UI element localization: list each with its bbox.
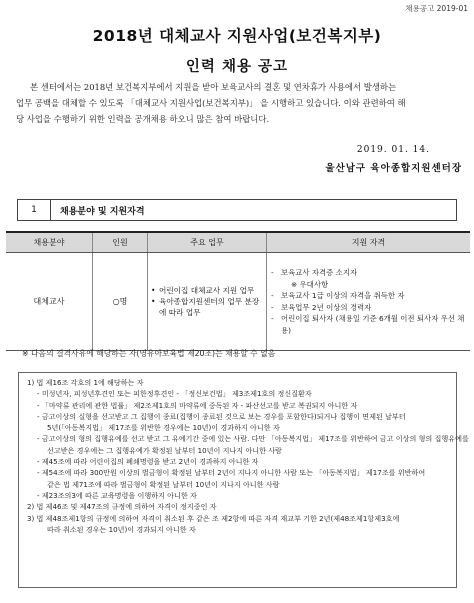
- page-title: 2018년 대체교사 지원사업(보건복지부): [92, 27, 382, 45]
- disqualification-box: [18, 372, 469, 588]
- disqualification-line: - 제45조에 따라 어린이집의 폐쇄명령을 받고 2년이 경과하지 아니한 자: [37, 457, 259, 467]
- header-count: 인원: [93, 232, 148, 253]
- qualification-note: ※ 우대사항: [291, 279, 329, 289]
- qualification-item: - 보육교사 1급 이상의 자격을 취득한 자: [271, 291, 405, 300]
- disqualification-note: ※ 다음의 결격사유에 해당하는 자(영유아보육법 제20조)는 채용할 수 없음: [22, 349, 276, 358]
- intro-line: 본 센터에서는 2018년 보건복지부에서 지원을 받아 보육교사의 결혼 및 연차휴가 사용에서 발생하는: [30, 82, 397, 92]
- duty-item: • 육아종합지원센터의 업무 분장에 따라 업무: [151, 297, 260, 317]
- disqualification-line: 같은 법 제71조에 따라 벌금형이 확정된 날부터 10년이 지나지 아니한 사람: [47, 479, 280, 489]
- bullet-icon: •: [151, 297, 156, 306]
- header-duties: 주요 업무: [148, 232, 267, 253]
- qualification-item: - 보육교사 자격증 소지자: [271, 268, 358, 277]
- section-number: 1: [18, 200, 51, 220]
- page-subtitle: 인력 채용 공고: [185, 59, 289, 75]
- intro-paragraph: [16, 79, 460, 127]
- disqualification-line: - 미성년자, 피성년후견인 또는 피한정후견인 - 「정신보건법」 제3조제1호의 정신질환자: [37, 389, 312, 399]
- section-header: [17, 199, 457, 221]
- bullet-icon: •: [151, 286, 156, 295]
- duties-cell: [148, 253, 267, 351]
- disqualification-line: - 제23조의3에 따른 교육명령을 이행하지 아니한 자: [37, 490, 197, 500]
- disqualification-line: - 금고이상의 형의 집행유예를 선고 받고 그 유예기간 중에 있는 사람. 다만 「아동복지법」 제17조를 위반하여 금고 이상의 형의 집행유예를: [37, 434, 469, 444]
- count-cell: ○명: [93, 253, 148, 351]
- header-qualifications: 지원 자격: [267, 232, 471, 253]
- disqualification-list: [27, 377, 469, 535]
- qualification-item: - 어린이집 퇴사자 (채용일 기준 6개월 이전 퇴사자 우선 채용): [271, 314, 465, 335]
- disqualification-line: 2) 법 제46조 및 제47조의 규정에 의하여 자격이 정지중인 자: [27, 502, 217, 512]
- disqualification-line: 따라 취소된 경우는 10년)이 경과되지 아니한 자: [47, 524, 196, 534]
- document-number: 채용공고 2019-01: [405, 4, 468, 13]
- disqualification-line: - 제54조에 따라 300만원 이상의 벌금형이 확정된 날부터 2년이 지나지 아니한 사람 또는 「아동복지법」 제17조를 위반하여: [37, 468, 426, 478]
- intro-line: 당 사업을 수행하기 위한 인력을 공개채용 하오니 많은 참여 바랍니다.: [16, 114, 270, 124]
- table-row: [6, 253, 470, 351]
- intro-line: 업무 공백을 대체할 수 있도록 「대체교사 지원사업(보건복지부)」 을 시행하고 있습니다. 이와 관련하여 해: [16, 98, 406, 108]
- header-field: 채용분야: [6, 232, 93, 253]
- disqualification-line: 3) 법 제48조제1항의 규정에 의하여 자격이 취소된 후 같은 조 제2항에 따른 자격 재교부 기한 2년(제48조제1항제3호에: [27, 513, 400, 523]
- announcement-date: 2019. 01. 14.: [356, 145, 430, 155]
- disqualification-line: 1) 법 제16조 각호의 1에 해당하는 자: [27, 378, 144, 387]
- recruitment-table: [6, 231, 470, 351]
- disqualification-line: - 금고이상의 실형을 선고받고 그 집행이 종료(집행이 종료된 것으로 보는 경우를 포함한다)되거나 집행이 면제된 날부터: [37, 411, 406, 421]
- section-title: 채용분야 및 지원자격: [60, 206, 145, 217]
- issuer-name: 울산남구 육아종합지원센터장: [325, 163, 462, 174]
- duty-item: • 어린이집 대체교사 지원 업무: [151, 286, 255, 295]
- disqualification-line: 5년(「아동복지법」 제17조를 위반한 경우에는 10년)이 경과하지 아니한 자: [47, 423, 280, 433]
- qualification-item: - 보육업무 2년 이상의 경력자: [271, 302, 372, 312]
- disqualification-line: - 「마약류 관리에 관한 법률」 제2조제1호의 마약류에 중독된 자 - 파산선고를 받고 복권되지 아니한 자: [37, 400, 358, 410]
- qualifications-cell: [267, 253, 471, 351]
- table-header-row: [6, 232, 470, 253]
- disqualification-line: 선고받은 경우에는 그 집행유예가 확정된 날부터 10년이 지나지 아니한 사람: [47, 445, 282, 455]
- field-cell: 대체교사: [6, 253, 93, 351]
